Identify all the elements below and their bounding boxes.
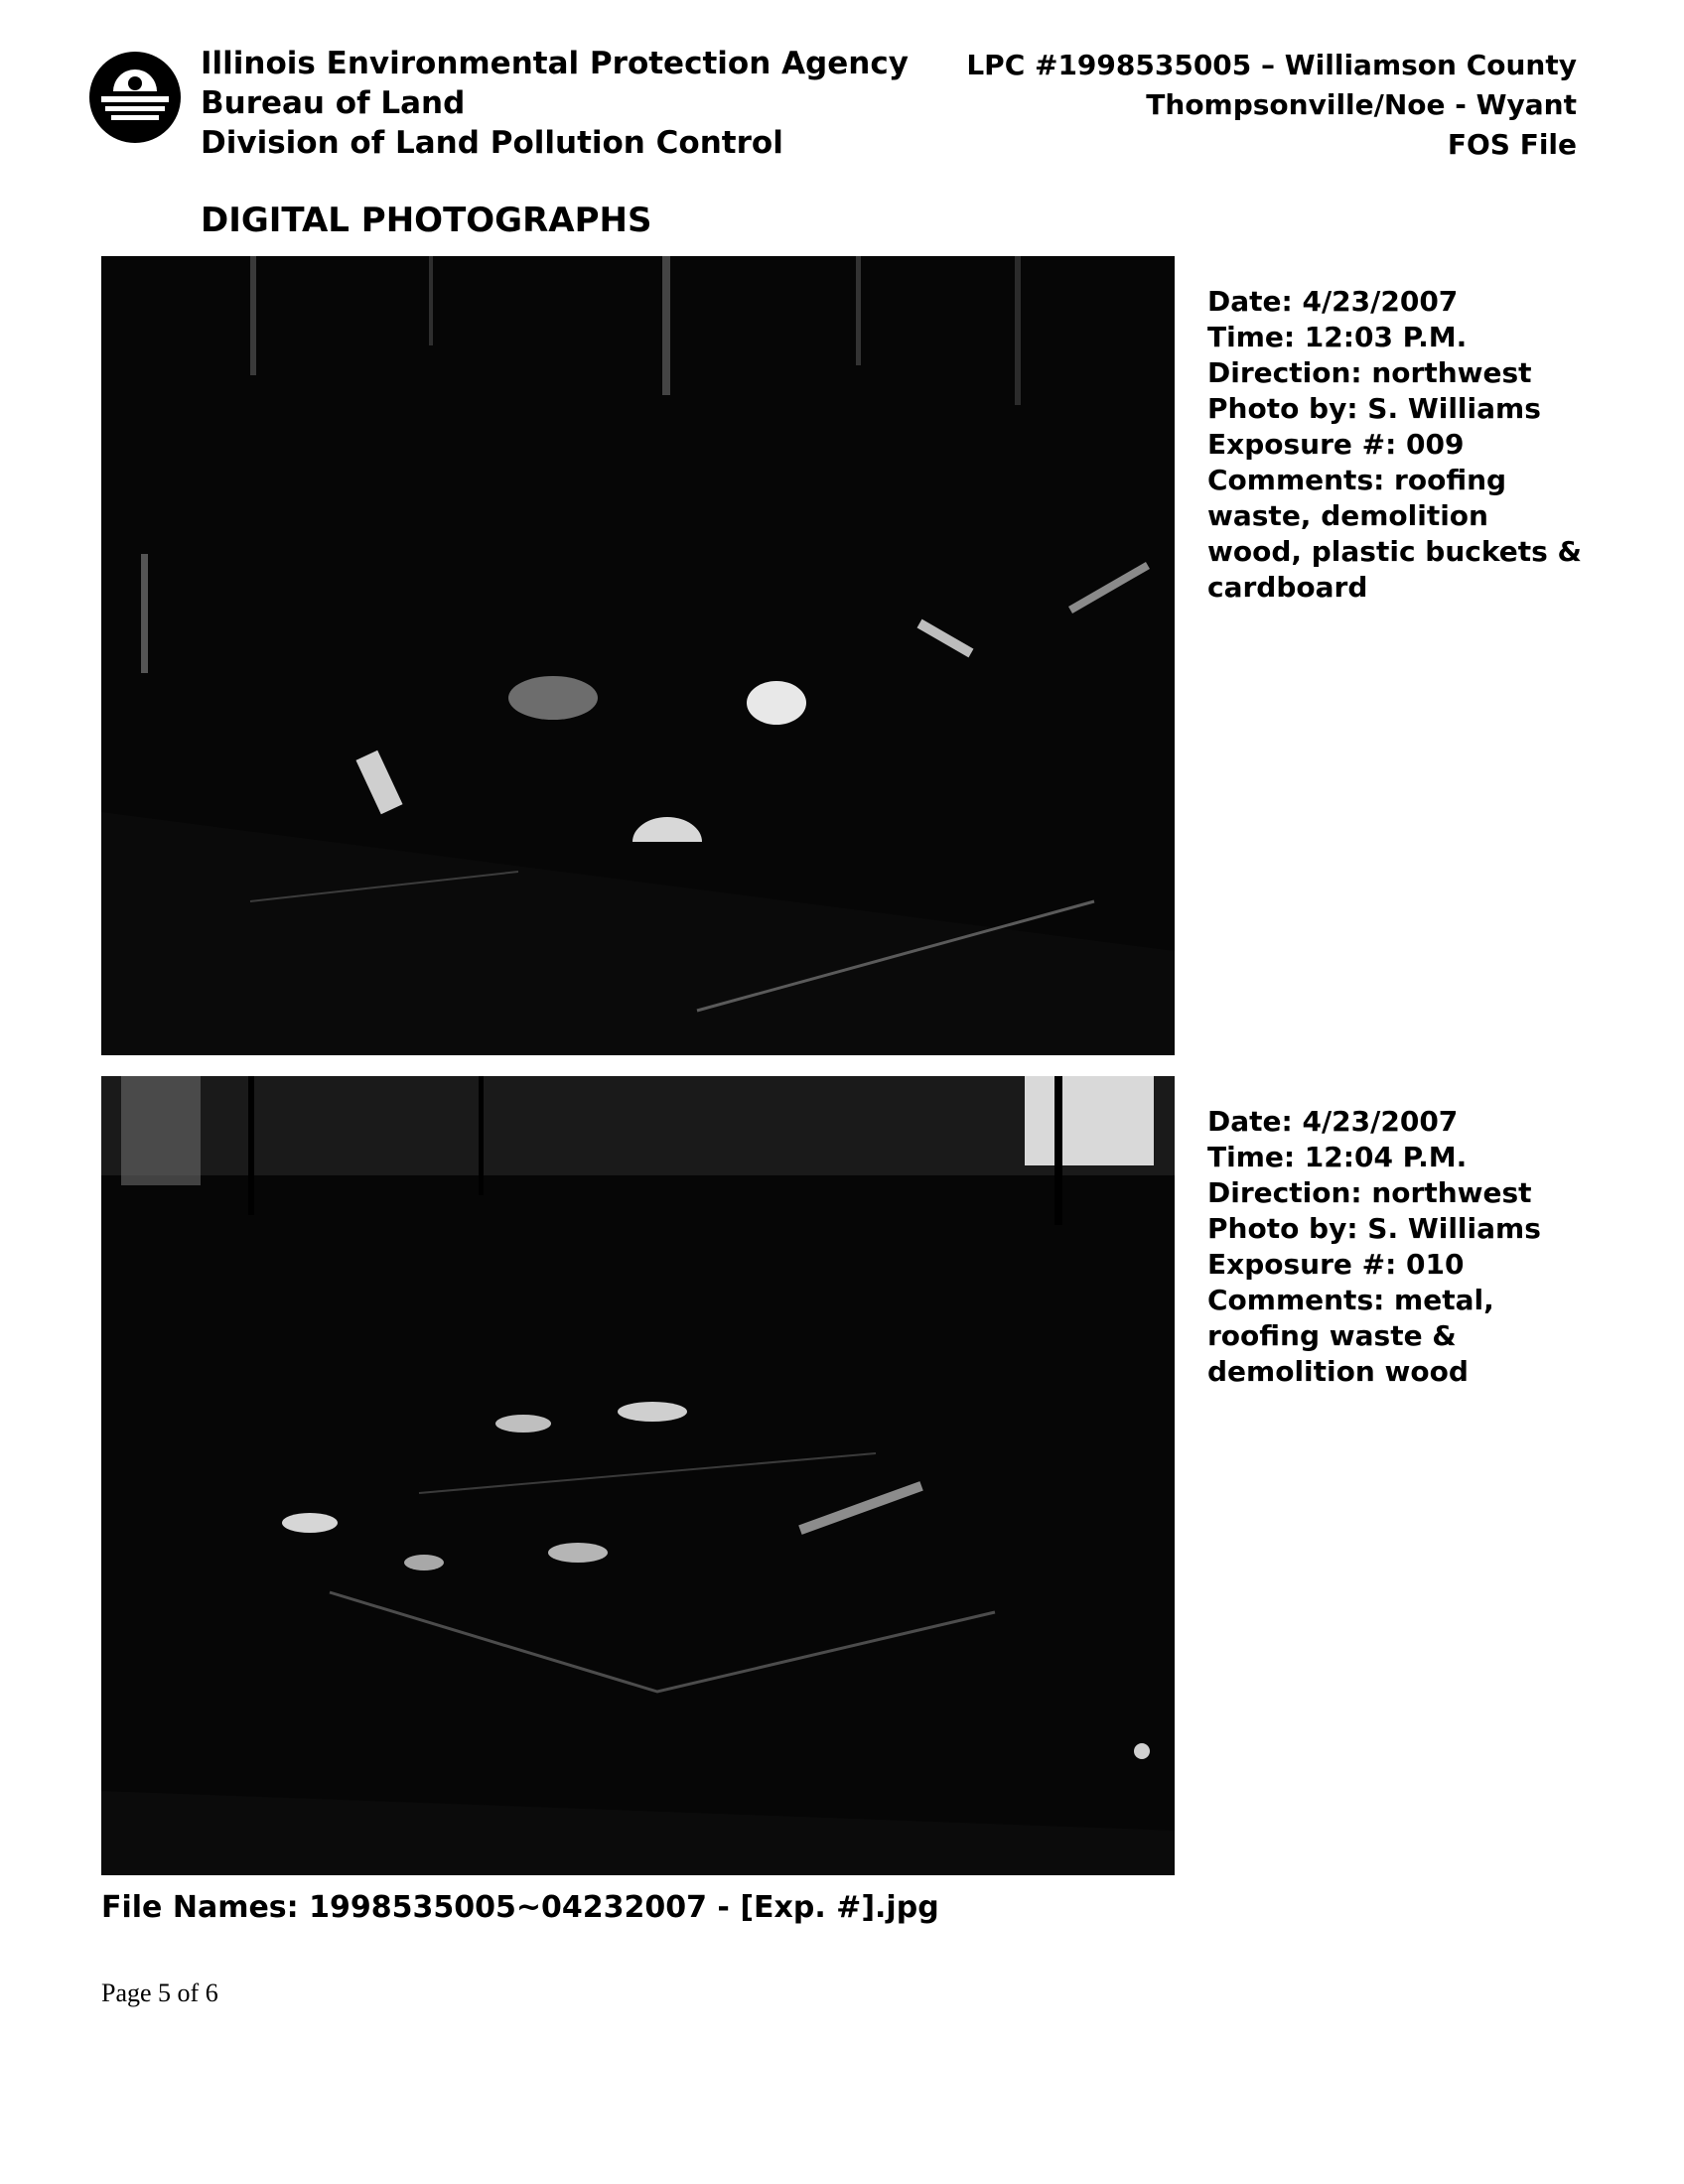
photo-date: Date: 4/23/2007: [1207, 1105, 1459, 1138]
file-type: FOS File: [1447, 128, 1577, 161]
agency-name: Illinois Environmental Protection Agency: [201, 46, 909, 81]
photo-exposure: Exposure #: 010: [1207, 1248, 1465, 1281]
photo-author: Photo by: S. Williams: [1207, 392, 1541, 425]
lpc-number: LPC #1998535005 – Williamson County: [966, 49, 1577, 81]
photo-direction: Direction: northwest: [1207, 1176, 1532, 1209]
photo-2-details: [1207, 1104, 1585, 1390]
photo-comments: Comments: roofing waste, demolition wood, plastic buckets & cardboard: [1207, 464, 1582, 604]
photo-date: Date: 4/23/2007: [1207, 285, 1459, 318]
iepa-seal-icon: [87, 50, 183, 145]
division-name: Division of Land Pollution Control: [201, 125, 783, 161]
site-name: Thompsonville/Noe - Wyant: [1146, 88, 1577, 121]
photo-1-details: [1207, 284, 1585, 606]
file-names: File Names: 1998535005~04232007 - [Exp. #].jpg: [101, 1890, 939, 1925]
photo-author: Photo by: S. Williams: [1207, 1212, 1541, 1245]
file-reference: [966, 46, 1577, 165]
photo-time: Time: 12:03 P.M.: [1207, 321, 1468, 353]
photo-direction: Direction: northwest: [1207, 356, 1532, 389]
site-photo-1: [101, 256, 1175, 1055]
photo-comments: Comments: metal, roofing waste & demolition wood: [1207, 1284, 1494, 1388]
photo-time: Time: 12:04 P.M.: [1207, 1141, 1468, 1173]
agency-heading: [201, 44, 909, 163]
page-number: Page 5 of 6: [101, 1979, 218, 2007]
bureau-name: Bureau of Land: [201, 85, 466, 121]
photo-exposure: Exposure #: 009: [1207, 428, 1465, 461]
site-photo-2: [101, 1076, 1175, 1875]
section-title: DIGITAL PHOTOGRAPHS: [201, 201, 652, 240]
